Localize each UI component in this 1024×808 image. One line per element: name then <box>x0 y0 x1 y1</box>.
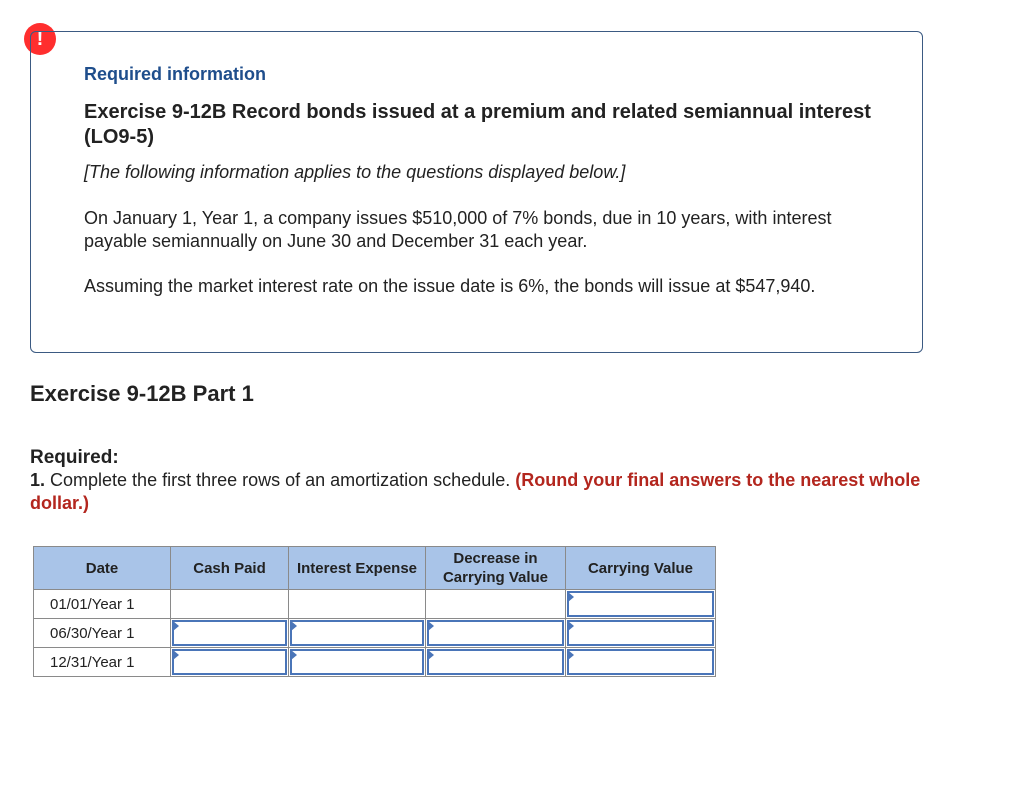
decrease-cell <box>426 648 566 677</box>
alert-icon: ! <box>24 23 56 55</box>
info-paragraph-2: Assuming the market interest rate on the issue date is 6%, the bonds will issue at $547,940. <box>84 276 816 296</box>
date-cell: 12/31/Year 1 <box>34 648 171 677</box>
carrying-value-input[interactable] <box>567 649 714 675</box>
header-decrease-carrying-value: Decrease in Carrying Value <box>426 547 566 590</box>
carrying-value-input[interactable] <box>567 591 714 617</box>
header-carrying-value: Carrying Value <box>566 547 716 590</box>
info-note: [The following information applies to the questions displayed below.] <box>84 162 626 182</box>
interest-expense-cell <box>289 590 426 619</box>
table-row <box>34 590 716 619</box>
cash-paid-cell <box>171 619 289 648</box>
table-row <box>34 619 716 648</box>
question-number: 1. <box>30 470 46 490</box>
cash-paid-cell <box>171 590 289 619</box>
exercise-heading: Exercise 9-12B Record bonds issued at a premium and related semiannual interest (LO9-5) <box>84 101 871 148</box>
cash-paid-input[interactable] <box>172 620 287 646</box>
info-title: Required information <box>84 64 267 84</box>
decrease-cell <box>426 590 566 619</box>
interest-expense-input[interactable] <box>290 649 424 675</box>
carrying-value-cell <box>566 648 716 677</box>
question-text <box>30 469 950 515</box>
header-date: Date <box>34 547 171 590</box>
part-heading: Exercise 9-12B Part 1 <box>30 381 254 406</box>
header-cash-paid: Cash Paid <box>171 547 289 590</box>
interest-expense-input[interactable] <box>290 620 424 646</box>
cash-paid-input[interactable] <box>172 649 287 675</box>
carrying-value-cell <box>566 619 716 648</box>
header-interest-expense: Interest Expense <box>289 547 426 590</box>
decrease-input[interactable] <box>427 620 564 646</box>
decrease-input[interactable] <box>427 649 564 675</box>
rounding-hint: (Round your final answers to the nearest whole dollar.) <box>30 470 921 513</box>
interest-expense-cell <box>289 648 426 677</box>
date-cell: 06/30/Year 1 <box>34 619 171 648</box>
date-cell: 01/01/Year 1 <box>34 590 171 619</box>
info-paragraph-1: On January 1, Year 1, a company issues $510,000 of 7% bonds, due in 10 years, with interest payable semiannually on June 30 and December 31 each year. <box>84 208 832 251</box>
interest-expense-cell <box>289 619 426 648</box>
cash-paid-cell <box>171 648 289 677</box>
carrying-value-cell <box>566 590 716 619</box>
amortization-schedule-table <box>33 546 716 677</box>
question-body: Complete the first three rows of an amortization schedule. <box>45 470 516 490</box>
decrease-cell <box>426 619 566 648</box>
carrying-value-input[interactable] <box>567 620 714 646</box>
required-label: Required: <box>30 447 119 468</box>
table-row <box>34 648 716 677</box>
